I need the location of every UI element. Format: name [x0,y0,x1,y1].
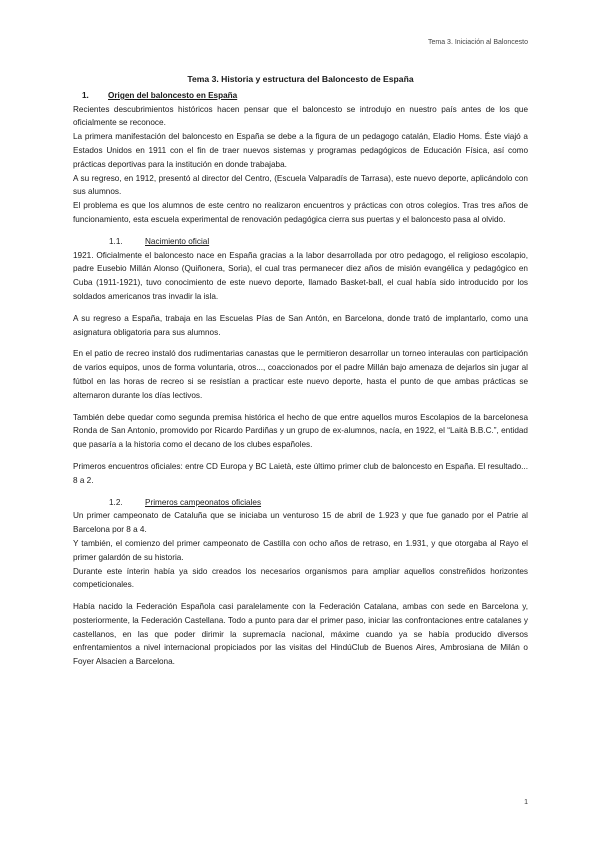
section-heading-1-2 [73,496,528,510]
paragraph: Un primer campeonato de Cataluña que se iniciaba un venturoso 15 de abril de 1.923 y que fue ganado por el Patrie al Barcelona por 8 a 4. [73,511,528,535]
paragraph: 1921. Oficialmente el baloncesto nace en España gracias a la labor desarrollada por otro pedagogo, el religioso escolapio, padre Eusebio Millán Alonso (Quiñonera, Soria), el cual tras permanecer diez años de misión evangélica y pedagógico en Cuba (1911-1921), tuvo conocimiento de este nuevo deporte, llamado Basket-ball, el cual había sido introducido por los soldados americanos tras invadir la isla. [73,250,528,301]
document-title: Tema 3. Historia y estructura del Baloncesto de España [187,74,414,84]
paragraph: Había nacido la Federación Española casi paralelamente con la Federación Catalana, ambas con sede en Barcelona y, posteriormente, la Federación Castellana. Todo a punto para dar el primer paso, iniciar las confrontaciones entre catalanes y castellanos, en las que poder dirimir la supremacía nacional, máxime cuando ya se había producido diversos enfrentamientos a nivel internacional propiciados por las visitas del HindúClub de Buenos Aires, Ambrosiana de Milán o Foyer Alsacien a Barcelona. [73,602,528,667]
paragraph: A su regreso a España, trabaja en las Escuelas Pías de San Antón, en Barcelona, donde trató de implantarlo, como una asignatura obligatoria para sus alumnos. [73,313,528,337]
section-heading-1-1 [73,235,528,249]
section-number: 1. [82,90,89,100]
paragraph: En el patio de recreo instaló dos rudimentarias canastas que le permitieron desarrollar un torneo interaulas con participación de varios equipos, unos de forma voluntaria, otros..., coaccionados por el padre Millán bajo amenaza de dejarlos sin jugar al fútbol en las horas de recreo si se resistían a practicar este nuevo deporte, hasta el punto de que ambas prácticas se alternaron durante los días lectivos. [73,349,528,400]
section-number: 1.2. [109,497,123,507]
section-heading-1 [73,89,528,103]
paragraph: La primera manifestación del baloncesto en España se debe a la figura de un pedagogo catalán, Eladio Homs. Éste viajó a Estados Unidos en 1911 con el fin de traer nuevos sistemas y programas pedagógicos de Educación Física, así como prácticas deportivas para la institución en donde trabajaba. [73,132,528,169]
page-number: 1 [524,799,528,806]
paragraph: También debe quedar como segunda premisa histórica el hecho de que entre aquellos muros Escolapios de la barcelonesa Ronda de San Antonio, promovido por Ricardo Pardiñas y un grupo de ex-alumnos, nacía, en 1922, el “Laità B.B.C.”, entidad que pasaría a la historia como el decano de los clubes españoles. [73,412,528,450]
running-header: Tema 3. Iniciación al Baloncesto [428,39,528,46]
paragraph: Durante este ínterin había ya sido creados los necesarios organismos para ampliar aquellos constreñidos horizontes competicionales. [73,566,528,590]
section-title: Origen del baloncesto en España [108,90,238,100]
section-title: Nacimiento oficial [145,236,210,246]
paragraph: Y también, el comienzo del primer campeonato de Castilla con ocho años de retraso, en 1.931, y que otorgaba al Rayo el primer galardón de su historia. [73,538,528,562]
section-title: Primeros campeonatos oficiales [145,497,262,507]
paragraph: Primeros encuentros oficiales: entre CD Europa y BC Laietà, este último primer club de baloncesto en España. El resultado... 8 a 2. [73,461,528,485]
paragraph: Recientes descubrimientos históricos hacen pensar que el baloncesto se introdujo en nuestro país antes de los que oficialmente se reconoce. [73,104,528,128]
document-body [73,73,528,669]
paragraph: A su regreso, en 1912, presentó al director del Centro, (Escuela Valparadís de Tarrasa), este nuevo deporte, aplicándolo con sus alumnos. [73,173,528,197]
section-number: 1.1. [109,236,123,246]
paragraph: El problema es que los alumnos de este centro no realizaron encuentros y prácticas con otros colegios. Tras tres años de funcionamiento, esta escuela experimental de renovación pedagógica cierra sus puertas y el baloncesto pasa al olvido. [73,201,528,224]
